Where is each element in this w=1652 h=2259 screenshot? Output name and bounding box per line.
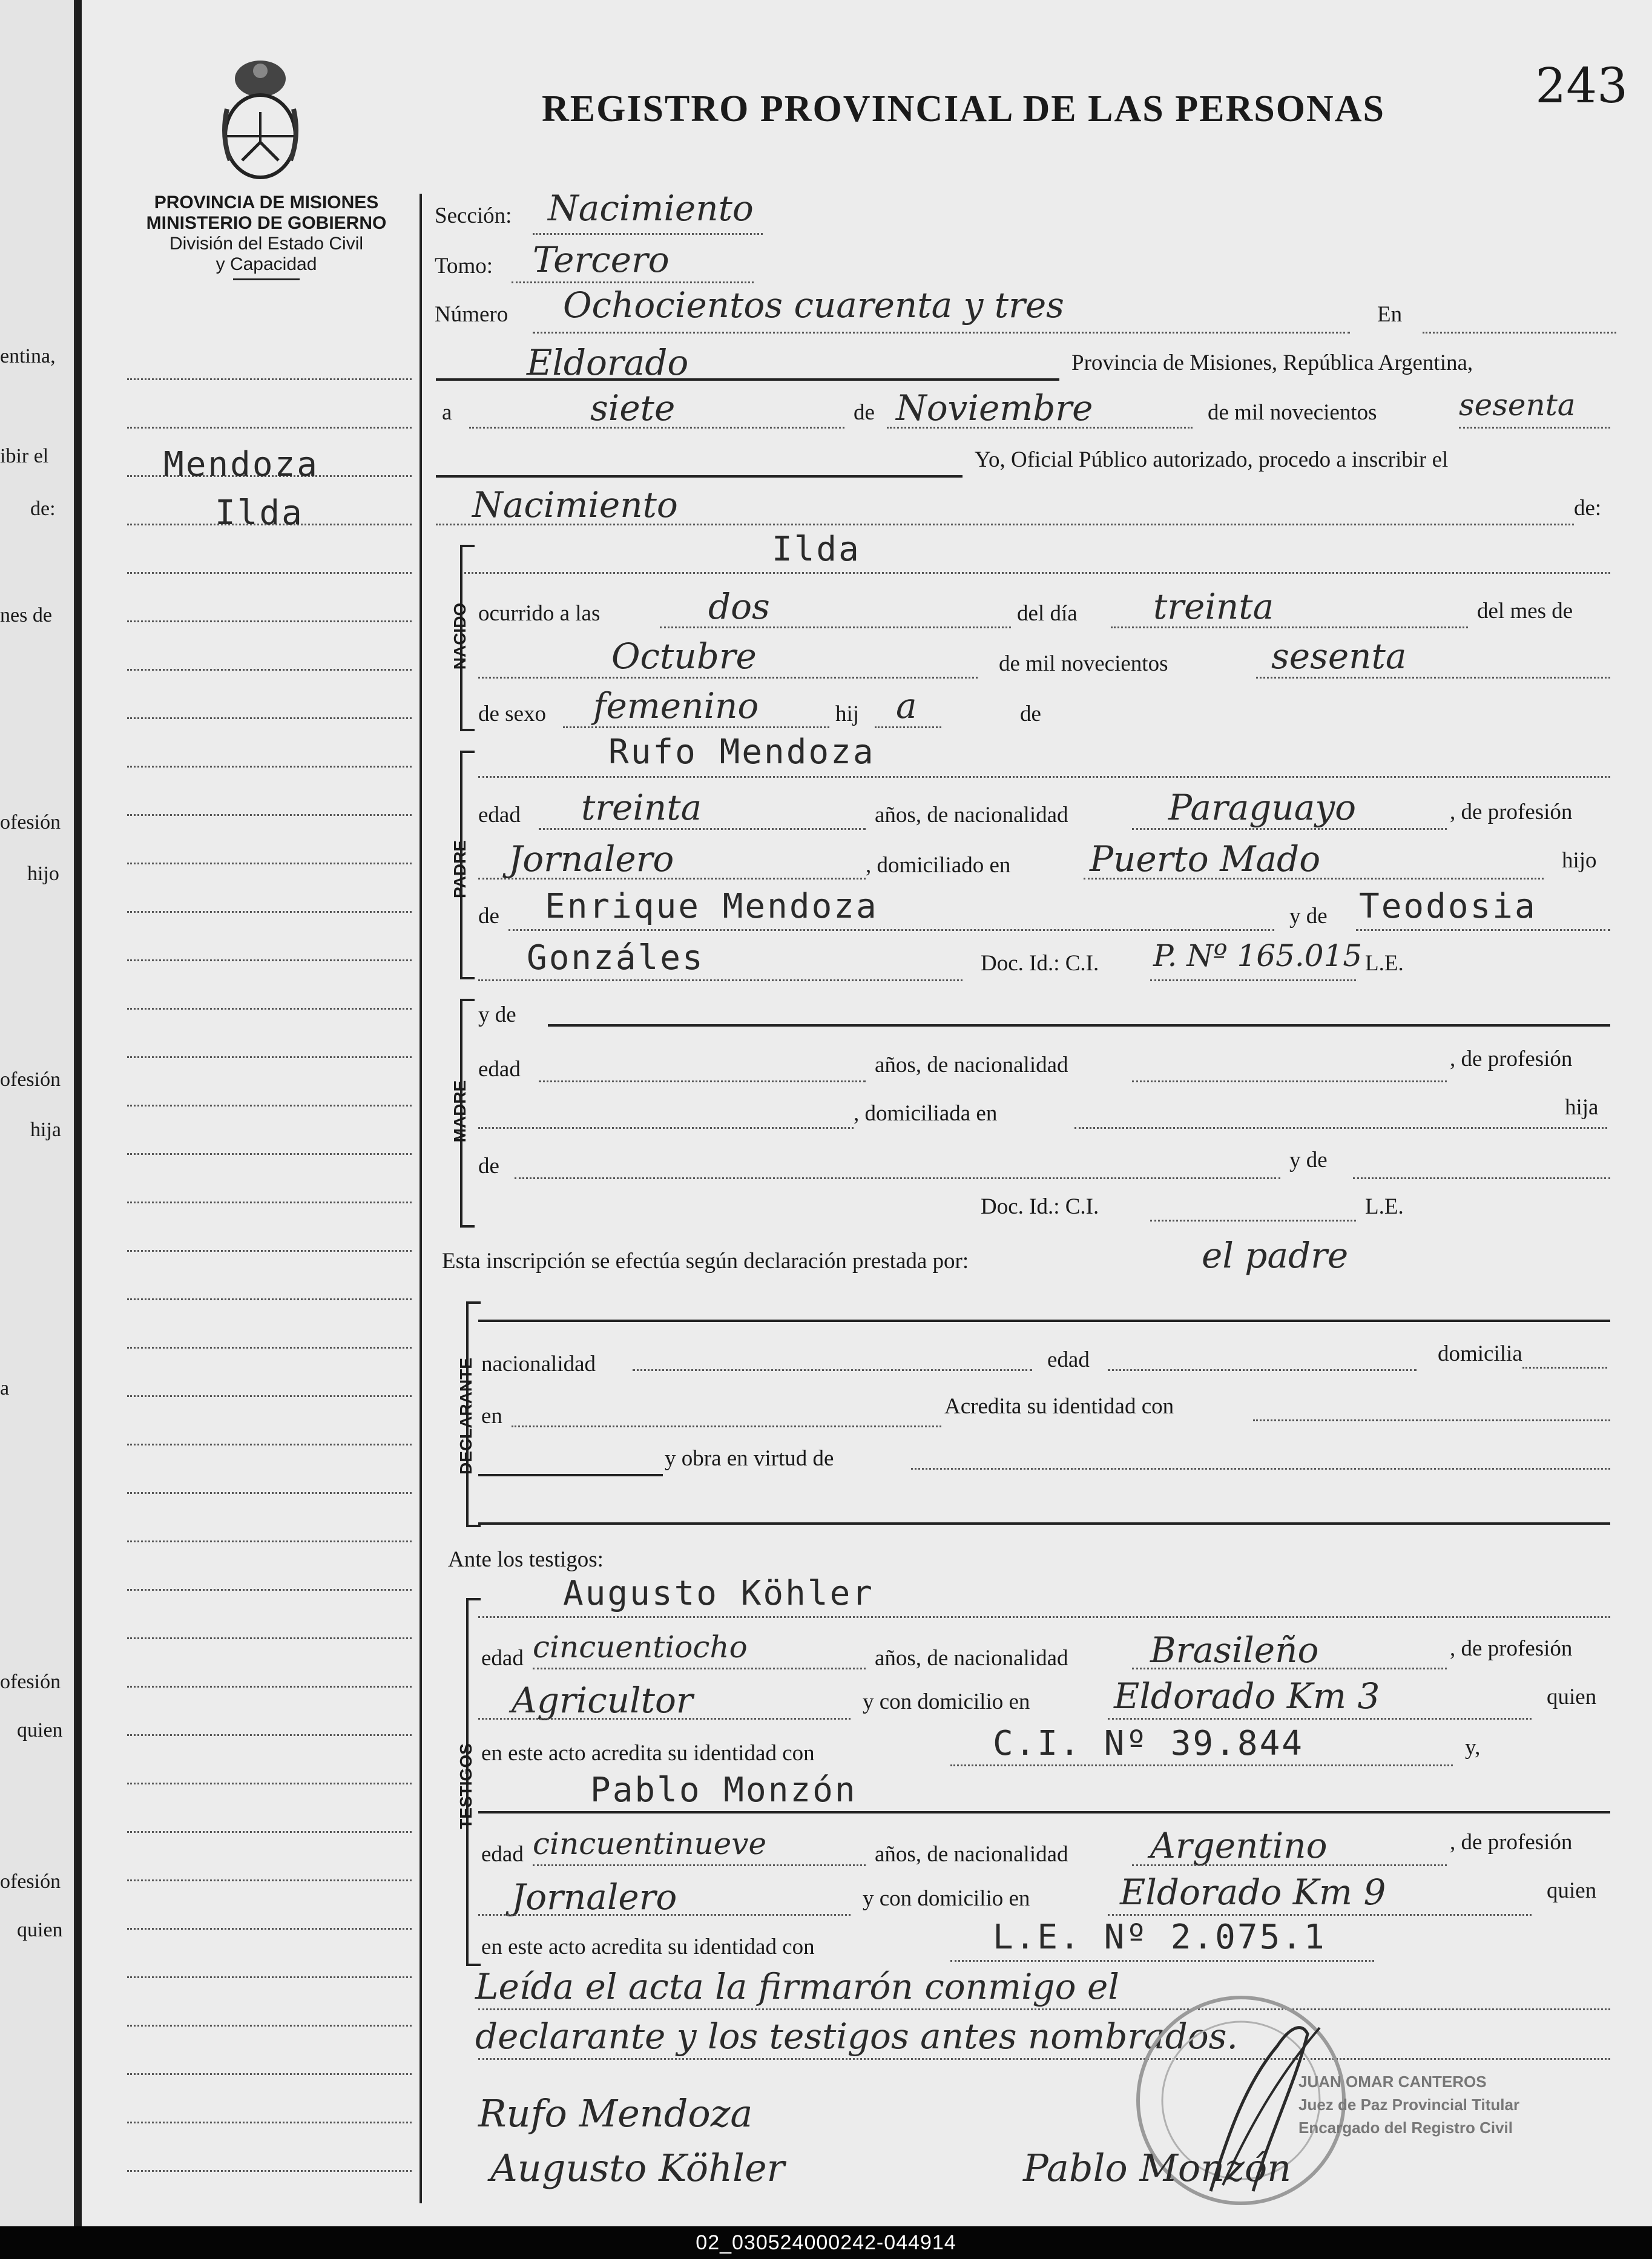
left-fragment: entina, <box>0 345 56 367</box>
domicilio-label: , domiciliado en <box>866 853 1011 878</box>
y-label: y, <box>1465 1735 1481 1760</box>
issuing-office <box>133 192 400 280</box>
paternal-grandmother-surname: Gonzáles <box>527 938 705 978</box>
office-line: MINISTERIO DE GOBIERNO <box>146 213 387 233</box>
numero-label: Número <box>435 302 508 327</box>
left-fragment: hija <box>30 1119 61 1141</box>
father-nationality-value: Paraguayo <box>1168 787 1357 828</box>
acredita-label: en este acto acredita su identidad con <box>481 1935 815 1959</box>
doc-id-label: Doc. Id.: C.I. <box>981 951 1099 976</box>
de-label: de <box>478 904 499 929</box>
left-fragment: quien <box>17 1719 63 1741</box>
margin-divider <box>420 194 422 2203</box>
de-label: de <box>478 1154 499 1179</box>
acto-value: Nacimiento <box>472 484 678 525</box>
signature-witness2: Pablo Monzón <box>1023 2146 1292 2190</box>
stamp-line: Encargado del Registro Civil <box>1298 2119 1513 2137</box>
acredita-label: Acredita su identidad con <box>944 1394 1174 1419</box>
paternal-grandfather-value: Enrique Mendoza <box>545 887 878 926</box>
hora-value: dos <box>708 586 770 627</box>
profesion-label: , de profesión <box>1450 800 1573 824</box>
year-value: sesenta <box>1459 387 1576 423</box>
page-number: 243 <box>1535 58 1628 114</box>
declarant-value: el padre <box>1202 1235 1349 1276</box>
margin-given-name: Ilda <box>215 493 304 533</box>
hij-value: a <box>896 685 917 726</box>
domicilio-label: y con domicilio en <box>863 1689 1030 1714</box>
margin-surname: Mendoza <box>163 445 320 484</box>
y-de-label: y de <box>478 1002 516 1027</box>
left-fragment: quien <box>17 1919 63 1941</box>
witness2-profession: Jornalero <box>512 1876 677 1918</box>
father-age-value: treinta <box>581 787 702 828</box>
father-name: Rufo Mendoza <box>608 732 875 772</box>
profesion-label: , de profesión <box>1450 1830 1573 1855</box>
signature-father: Rufo Mendoza <box>478 2091 753 2136</box>
domicilia-label: domicilia <box>1438 1341 1522 1366</box>
a-label: a <box>442 400 452 425</box>
profesion-label: , de profesión <box>1450 1047 1573 1071</box>
seccion-label: Sección: <box>435 203 512 228</box>
left-fragment: ofesión <box>0 1068 61 1091</box>
document-title: REGISTRO PROVINCIAL DE LAS PERSONAS <box>542 88 1385 130</box>
left-fragment: ofesión <box>0 811 61 834</box>
nacionalidad-label: años, de nacionalidad <box>875 1646 1068 1671</box>
signature-witness1: Augusto Köhler <box>490 2146 785 2190</box>
nacionalidad-label: años, de nacionalidad <box>875 1842 1068 1867</box>
numero-value: Ochocientos cuarenta y tres <box>563 284 1064 326</box>
domiciliada-label: , domiciliada en <box>854 1101 998 1126</box>
anio-value: sesenta <box>1271 636 1407 677</box>
doc-id-label: Doc. Id.: C.I. <box>981 1194 1099 1219</box>
mes-label: del mes de <box>1477 599 1573 623</box>
left-fragment: hijo <box>27 863 59 885</box>
dia-label: del día <box>1017 601 1078 626</box>
testigos-label: Ante los testigos: <box>448 1547 604 1572</box>
witness1-name: Augusto Köhler <box>563 1574 875 1613</box>
coat-of-arms-emblem <box>215 51 306 182</box>
mes-value: Octubre <box>611 636 757 677</box>
quien-label: quien <box>1547 1878 1597 1903</box>
stamp-line: Juez de Paz Provincial Titular <box>1298 2096 1520 2114</box>
office-line: División del Estado Civil <box>169 234 364 254</box>
office-line: PROVINCIA DE MISIONES <box>154 192 379 212</box>
registered-name: Ilda <box>772 530 861 569</box>
judge-signature-scribble <box>1186 2010 1332 2203</box>
ocurrido-label: ocurrido a las <box>478 601 601 626</box>
edad-label: edad <box>481 1842 524 1867</box>
profesion-label: , de profesión <box>1450 1636 1573 1661</box>
de-colon-label: de: <box>1574 496 1602 521</box>
witness2-name: Pablo Monzón <box>590 1771 857 1810</box>
nacido-side-label: NACIDO <box>450 602 469 670</box>
madre-side-label: MADRE <box>450 1080 469 1143</box>
left-fragment: a <box>0 1377 10 1399</box>
day-value: siete <box>590 387 676 429</box>
declarante-side-label: DECLARANTE <box>456 1358 475 1475</box>
witness2-age: cincuentinueve <box>533 1826 767 1861</box>
edad-label: edad <box>481 1646 524 1671</box>
witness2-nationality: Argentino <box>1150 1825 1328 1866</box>
left-fragment: de: <box>30 498 56 520</box>
de-label: de <box>854 400 875 425</box>
paternal-grandmother-value: Teodosia <box>1359 887 1537 926</box>
place-value: Eldorado <box>527 342 689 383</box>
le-label: L.E. <box>1365 1194 1404 1219</box>
padre-side-label: PADRE <box>450 840 469 898</box>
testigos-side-label: TESTIGOS <box>456 1743 475 1829</box>
de-label: de <box>1020 702 1041 726</box>
closing-text-line2: declarante y los testigos antes nombrados. <box>475 2016 1238 2057</box>
left-fragment: ofesión <box>0 1870 61 1893</box>
sexo-label: de sexo <box>478 702 546 726</box>
nacionalidad-label: años, de nacionalidad <box>875 1053 1068 1077</box>
le-label: L.E. <box>1365 951 1404 976</box>
closing-text-line1: Leída el acta la firmarón conmigo el <box>475 1966 1119 2007</box>
hija-label: hija <box>1565 1095 1599 1120</box>
hijo-label: hijo <box>1562 848 1597 873</box>
edad-label: edad <box>478 803 521 827</box>
tomo-value: Tercero <box>533 239 670 280</box>
seccion-value: Nacimiento <box>548 188 754 229</box>
witness1-profession: Agricultor <box>512 1680 693 1721</box>
stamp-name: JUAN OMAR CANTEROS <box>1298 2073 1487 2091</box>
witness1-address: Eldorado Km 3 <box>1114 1675 1380 1717</box>
nacionalidad-label: años, de nacionalidad <box>875 803 1068 827</box>
declaracion-label: Esta inscripción se efectúa según declaración prestada por: <box>442 1249 969 1274</box>
y-de-label: y de <box>1289 904 1328 929</box>
father-doc-value: P. Nº 165.015 <box>1153 938 1363 973</box>
witness2-document: L.E. Nº 2.075.1 <box>993 1918 1326 1957</box>
witness2-address: Eldorado Km 9 <box>1120 1872 1386 1913</box>
witness1-age: cincuentiocho <box>533 1629 748 1665</box>
scan-id-footer: 02_030524000242-044914 <box>0 2226 1652 2259</box>
witness1-nationality: Brasileño <box>1150 1629 1319 1671</box>
month-value: Noviembre <box>896 387 1093 429</box>
domicilio-label: y con domicilio en <box>863 1886 1030 1911</box>
hij-label: hij <box>835 702 860 726</box>
en-label: en <box>481 1404 502 1429</box>
obra-label: y obra en virtud de <box>665 1446 834 1471</box>
anio-label: de mil novecientos <box>999 651 1168 676</box>
oficial-label: Yo, Oficial Público autorizado, procedo a inscribir el <box>975 447 1449 472</box>
year-label: de mil novecientos <box>1208 400 1377 425</box>
tomo-label: Tomo: <box>435 254 493 278</box>
witness1-document: C.I. Nº 39.844 <box>993 1724 1305 1763</box>
left-fragment: nes de <box>0 604 52 626</box>
edad-label: edad <box>478 1057 521 1082</box>
y-de-label: y de <box>1289 1148 1328 1172</box>
edad-label: edad <box>1047 1347 1090 1372</box>
sexo-value: femenino <box>593 685 759 726</box>
left-fragment: ofesión <box>0 1671 61 1693</box>
left-fragment: ibir el <box>0 445 49 467</box>
acredita-label: en este acto acredita su identidad con <box>481 1741 815 1766</box>
provincia-label: Provincia de Misiones, República Argentina, <box>1071 350 1473 375</box>
office-line: y Capacidad <box>216 254 317 274</box>
quien-label: quien <box>1547 1685 1597 1709</box>
father-profession-value: Jornalero <box>508 838 674 880</box>
father-address-value: Puerto Mado <box>1090 838 1321 880</box>
dia-value: treinta <box>1153 586 1274 627</box>
en-label: En <box>1377 302 1403 327</box>
nacionalidad-label: nacionalidad <box>481 1352 596 1376</box>
